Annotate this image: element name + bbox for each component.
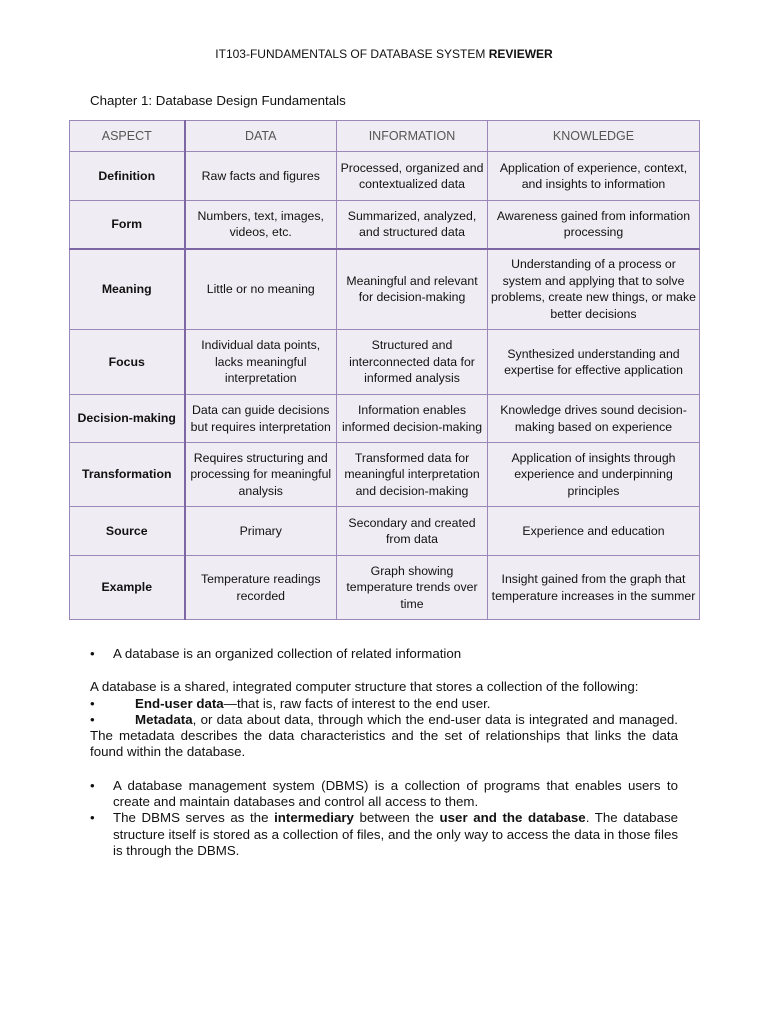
table-row [70,395,700,443]
table-row [70,556,700,620]
bullet-icon: • [90,810,95,826]
column-header-data: DATA [185,121,337,152]
row-data: Numbers, text, images, videos, etc. [185,201,337,249]
row-aspect: Transformation [70,443,185,507]
table-row [70,152,700,201]
row-knowledge: Understanding of a process or system and applying that to solve problems, create new things, or make better decisions [488,249,700,330]
bullet-icon: • [90,695,95,711]
column-header-aspect: ASPECT [70,121,185,152]
definition-end-user-data: —that is, raw facts of interest to the end user. [223,695,491,711]
row-aspect: Meaning [70,249,185,330]
term-intermediary: intermediary [274,810,354,826]
bullet-text-part: between the [353,810,440,826]
column-header-information: INFORMATION [337,121,488,152]
table-row [70,330,700,395]
comparison-table [69,120,700,620]
row-knowledge: Experience and education [488,507,700,556]
definition-metadata: , or data about data, through which the end-user data is integrated and managed. The metadata describes the data characteristics and the set of relationships that links the data found within the database. [90,711,678,760]
row-data: Little or no meaning [185,249,337,330]
term-user-and-database: user and the database [439,810,586,826]
list-item-metadata [90,712,678,761]
row-data: Primary [185,507,337,556]
row-knowledge: Application of experience, context, and insights to information [488,152,700,201]
term-end-user-data: End-user data [135,695,224,711]
chapter-title: Chapter 1: Database Design Fundamentals [90,93,346,108]
table-row [70,507,700,556]
bullet-text: A database is an organized collection of related information [113,646,462,661]
table-row [70,443,700,507]
bullet-icon: • [90,711,95,727]
bullet-text: A database management system (DBMS) is a collection of programs that enables users to create and maintain databases and control all access to them. [113,777,678,810]
row-data: Data can guide decisions but requires interpretation [185,395,337,443]
header-title-bold: REVIEWER [488,47,553,61]
row-aspect: Focus [70,330,185,395]
paragraph-intro: A database is a shared, integrated computer structure that stores a collection of the following: [90,679,639,695]
table-header-row [70,121,700,152]
header-title: IT103-FUNDAMENTALS OF DATABASE SYSTEM [215,47,489,61]
term-metadata: Metadata [135,711,193,727]
row-information: Secondary and created from data [337,507,488,556]
bullet-text-part: The DBMS serves as the [113,810,275,826]
row-data: Requires structuring and processing for meaningful analysis [185,443,337,507]
row-aspect: Decision-making [70,395,185,443]
row-aspect: Form [70,201,185,249]
document-body [90,646,678,859]
row-knowledge: Insight gained from the graph that temperature increases in the summer [488,556,700,620]
row-information: Structured and interconnected data for informed analysis [337,330,488,395]
row-information: Graph showing temperature trends over time [337,556,488,620]
row-knowledge: Application of insights through experience and underpinning principles [488,443,700,507]
table-row [70,249,700,330]
row-data: Raw facts and figures [185,152,337,201]
row-aspect: Definition [70,152,185,201]
row-information: Processed, organized and contextualized data [337,152,488,201]
row-information: Meaningful and relevant for decision-making [337,249,488,330]
row-aspect: Source [70,507,185,556]
row-knowledge: Synthesized understanding and expertise for effective application [488,330,700,395]
bullet-icon: • [90,646,95,661]
bullet-icon: • [90,777,95,793]
bullet-item [90,646,678,662]
column-header-knowledge: KNOWLEDGE [488,121,700,152]
row-aspect: Example [70,556,185,620]
list-item-end-user-data [90,696,678,712]
row-information: Information enables informed decision-making [337,395,488,443]
row-knowledge: Knowledge drives sound decision-making based on experience [488,395,700,443]
table-row [70,201,700,249]
bullet-item [90,810,678,859]
row-information: Summarized, analyzed, and structured data [337,201,488,249]
row-data: Individual data points, lacks meaningful interpretation [185,330,337,395]
page-header [0,47,768,61]
row-knowledge: Awareness gained from information processing [488,201,700,249]
row-data: Temperature readings recorded [185,556,337,620]
bullet-item [90,778,678,811]
bullet-text-part: . The database structure itself is stored as a collection of files, and the only way to access the data in those files is through the DBMS. [113,810,679,858]
row-information: Transformed data for meaningful interpretation and decision-making [337,443,488,507]
